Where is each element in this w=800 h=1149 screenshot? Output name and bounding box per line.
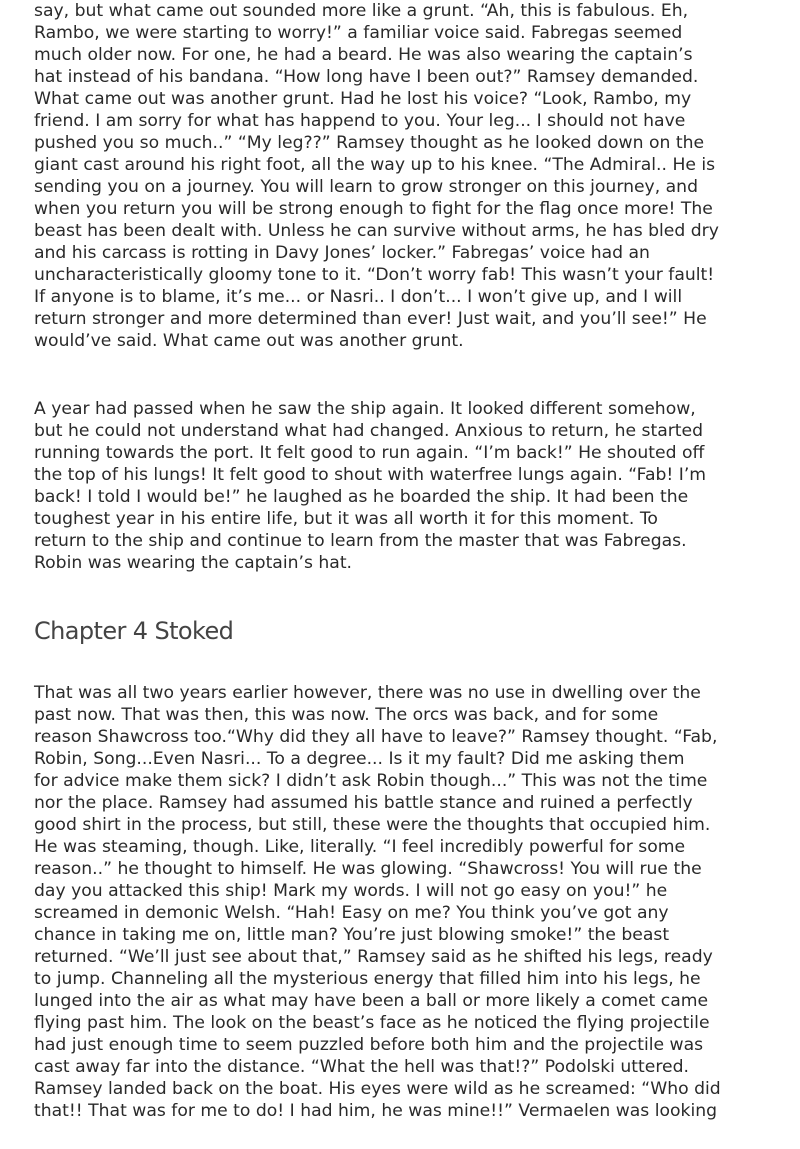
text-line: would’ve said. What came out was another grunt.	[34, 331, 464, 351]
text-line: day you attacked this ship! Mark my words. I will not go easy on you!” he	[34, 881, 668, 901]
text-line: toughest year in his entire life, but it was all worth it for this moment. To	[34, 509, 658, 529]
text-line: uncharacteristically gloomy tone to it. “Don’t worry fab! This wasn’t your fault!	[34, 265, 715, 285]
text-line: giant cast around his right foot, all the way up to his knee. “The Admiral.. He is	[34, 155, 716, 175]
text-line: screamed in demonic Welsh. “Hah! Easy on me? You think you’ve got any	[34, 903, 669, 923]
text-line: had just enough time to seem puzzled before both him and the projectile was	[34, 1035, 704, 1055]
text-line: but he could not understand what had changed. Anxious to return, he started	[34, 421, 704, 441]
text-line: past now. That was then, this was now. The orcs was back, and for some	[34, 705, 659, 725]
text-line: nor the place. Ramsey had assumed his battle stance and ruined a perfectly	[34, 793, 693, 813]
text-line: hat instead of his bandana. “How long have I been out?” Ramsey demanded.	[34, 67, 699, 87]
text-line: return stronger and more determined than ever! Just wait, and you’ll see!” He	[34, 309, 707, 329]
text-line: reason Shawcross too.“Why did they all have to leave?” Ramsey thought. “Fab,	[34, 727, 718, 747]
text-line: friend. I am sorry for what has happend to you. Your leg... I should not have	[34, 111, 686, 131]
text-line: Rambo, we were starting to worry!” a familiar voice said. Fabregas seemed	[34, 23, 683, 43]
text-line: running towards the port. It felt good to run again. “I’m back!” He shouted off	[34, 443, 705, 463]
text-line: say, but what came out sounded more like a grunt. “Ah, this is fabulous. Eh,	[34, 1, 689, 21]
text-line: That was all two years earlier however, there was no use in dwelling over the	[34, 683, 701, 703]
text-line: pushed you so much..” “My leg??” Ramsey thought as he looked down on the	[34, 133, 705, 153]
text-line: for advice make them sick? I didn’t ask Robin though...” This was not the time	[34, 771, 708, 791]
text-line: beast has been dealt with. Unless he can survive without arms, he has bled dry	[34, 221, 719, 241]
text-line: returned. “We’ll just see about that,” Ramsey said as he shifted his legs, ready	[34, 947, 713, 967]
text-line: sending you on a journey. You will learn to grow stronger on this journey, and	[34, 177, 698, 197]
text-line: much older now. For one, he had a beard. He was also wearing the captain’s	[34, 45, 693, 65]
text-line: back! I told I would be!” he laughed as he boarded the ship. It had been the	[34, 487, 689, 507]
text-line: If anyone is to blame, it’s me... or Nasri.. I don’t... I won’t give up, and I will	[34, 287, 683, 307]
text-line: and his carcass is rotting in Davy Jones’ locker.” Fabregas’ voice had an	[34, 243, 650, 263]
text-line: lunged into the air as what may have been a ball or more likely a comet came	[34, 991, 709, 1011]
text-line: Ramsey landed back on the boat. His eyes were wild as he screamed: “Who did	[34, 1079, 721, 1099]
text-line: flying past him. The look on the beast’s face as he noticed the flying projectile	[34, 1013, 710, 1033]
text-line: the top of his lungs! It felt good to shout with waterfree lungs again. “Fab! I’m	[34, 465, 707, 485]
paragraph	[34, 0, 719, 352]
text-line: Robin was wearing the captain’s hat.	[34, 553, 353, 573]
text-line: chance in taking me on, little man? You’re just blowing smoke!” the beast	[34, 925, 670, 945]
text-line: to jump. Channeling all the mysterious energy that filled him into his legs, he	[34, 969, 701, 989]
paragraph	[34, 682, 721, 1122]
text-line: return to the ship and continue to learn from the master that was Fabregas.	[34, 531, 687, 551]
text-line: good shirt in the process, but still, these were the thoughts that occupied him.	[34, 815, 711, 835]
text-line: What came out was another grunt. Had he lost his voice? “Look, Rambo, my	[34, 89, 692, 109]
chapter-heading: Chapter 4 Stoked	[34, 617, 234, 645]
text-line: Robin, Song...Even Nasri... To a degree... Is it my fault? Did me asking them	[34, 749, 685, 769]
text-line: that!! That was for me to do! I had him, he was mine!!” Vermaelen was looking	[34, 1101, 718, 1121]
text-line: reason..” he thought to himself. He was glowing. “Shawcross! You will rue the	[34, 859, 702, 879]
paragraph	[34, 398, 706, 574]
text-line: cast away far into the distance. “What the hell was that!?” Podolski uttered.	[34, 1057, 689, 1077]
text-line: He was steaming, though. Like, literally. “I feel incredibly powerful for some	[34, 837, 686, 857]
text-line: A year had passed when he saw the ship again. It looked different somehow,	[34, 399, 696, 419]
text-line: when you return you will be strong enough to fight for the flag once more! The	[34, 199, 713, 219]
